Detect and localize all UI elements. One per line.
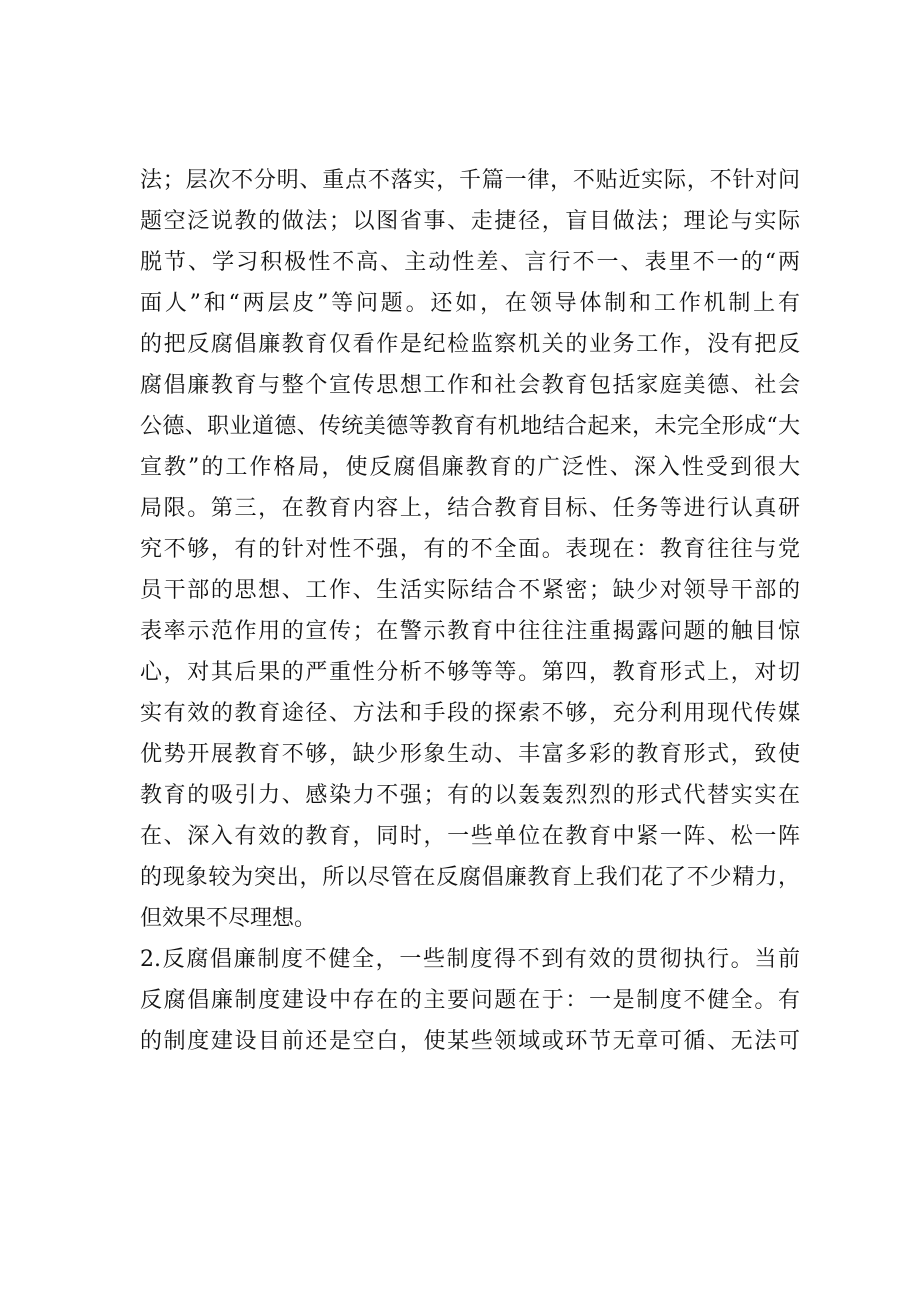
text-line: 面人”和“两层皮”等问题。还如，在领导体制和工作机制上有 <box>140 291 800 316</box>
paragraph-1 <box>140 160 800 939</box>
text-line: 心，对其后果的严重性分析不够等等。第四，教育形式上，对切 <box>140 660 800 685</box>
text-line: 的制度建设目前还是空白，使某些领域或环节无章可循、无法可 <box>140 1029 800 1054</box>
text-line: 公德、职业道德、传统美德等教育有机地结合起来，未完全形成“大 <box>140 414 800 439</box>
text-line: 宣教”的工作格局，使反腐倡廉教育的广泛性、深入性受到很大 <box>140 455 800 480</box>
text-line: 表率示范作用的宣传；在警示教育中往往注重揭露问题的触目惊 <box>140 619 800 644</box>
text-line: 究不够，有的针对性不强，有的不全面。表现在：教育往往与党 <box>140 537 800 562</box>
text-line: 在、深入有效的教育，同时，一些单位在教育中紧一阵、松一阵 <box>140 824 800 849</box>
text-line: 优势开展教育不够，缺少形象生动、丰富多彩的教育形式，致使 <box>140 742 800 767</box>
text-line: 题空泛说教的做法；以图省事、走捷径，盲目做法；理论与实际 <box>140 209 800 234</box>
text-line: 但效果不尽理想。 <box>140 906 317 931</box>
paragraph-2 <box>140 939 800 1062</box>
text-line: 局限。第三，在教育内容上，结合教育目标、任务等进行认真研 <box>140 496 800 521</box>
text-line: 2.反腐倡廉制度不健全，一些制度得不到有效的贯彻执行。当前 <box>140 947 800 972</box>
text-line: 教育的吸引力、感染力不强；有的以轰轰烈烈的形式代替实实在 <box>140 783 800 808</box>
text-line: 员干部的思想、工作、生活实际结合不紧密；缺少对领导干部的 <box>140 578 800 603</box>
text-line: 的现象较为突出，所以尽管在反腐倡廉教育上我们花了不少精力， <box>140 865 800 890</box>
text-line: 实有效的教育途径、方法和手段的探索不够，充分利用现代传媒 <box>140 701 800 726</box>
text-line: 的把反腐倡廉教育仅看作是纪检监察机关的业务工作，没有把反 <box>140 332 800 357</box>
text-line: 脱节、学习积极性不高、主动性差、言行不一、表里不一的“两 <box>140 250 800 275</box>
text-line: 法；层次不分明、重点不落实，千篇一律，不贴近实际，不针对问 <box>140 168 800 193</box>
text-line: 反腐倡廉制度建设中存在的主要问题在于：一是制度不健全。有 <box>140 988 800 1013</box>
text-line: 腐倡廉教育与整个宣传思想工作和社会教育包括家庭美德、社会 <box>140 373 800 398</box>
body-text <box>140 160 800 1062</box>
